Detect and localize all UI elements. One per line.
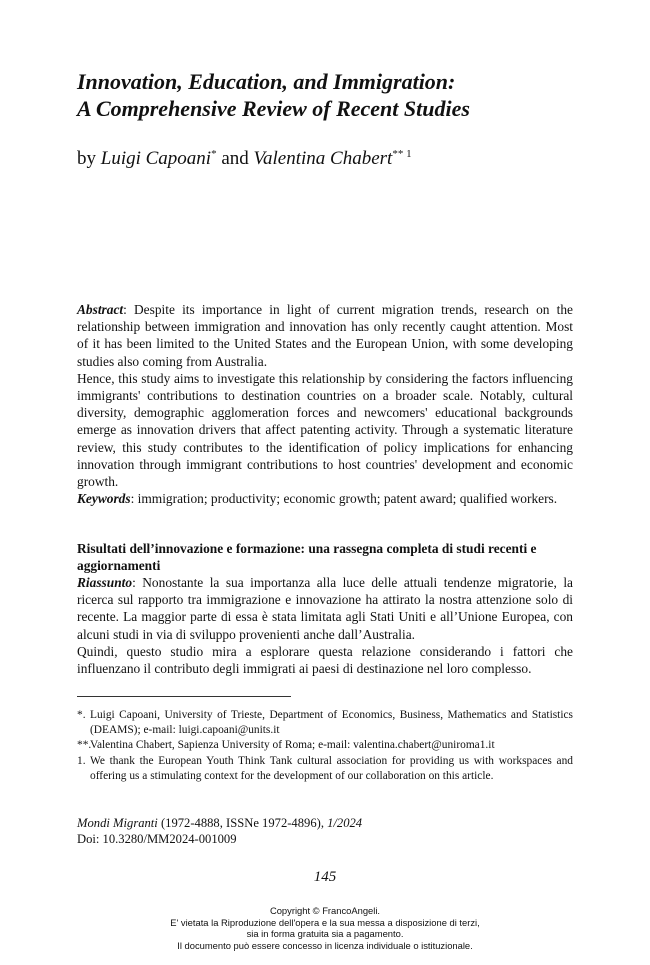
footnote-divider [77, 696, 291, 697]
riassunto-paragraph-1 [77, 574, 573, 643]
journal-doi: Doi: 10.3280/MM2024-001009 [77, 832, 237, 846]
riassunto-paragraph-2: Quindi, questo studio mira a esplorare questa relazione considerando i fattori che influenzano il contributo degli immigrati ai paesi di destinazione nel loro complesso. [77, 643, 573, 677]
footnote-text: Luigi Capoani, University of Trieste, Department of Economics, Business, Mathematics and Statistics (DEAMS); e-mail: luigi.capoani@units.it [90, 709, 573, 737]
author-1-name: Luigi Capoani [100, 148, 212, 169]
footnote-mark: *. [77, 709, 86, 721]
byline-and: and [221, 148, 249, 169]
footnote-acknowledgement [77, 754, 573, 784]
journal-citation [77, 815, 573, 831]
footnote-mark: 1. [77, 754, 86, 767]
copyright-line-3: sia in forma gratuita sia a pagamento. [246, 928, 404, 940]
abstract-paragraph-2: Hence, this study aims to investigate this relationship by considering the factors influencing immigrants' contributions to destination countries on a broader scale. Notably, cultural diversity, demographic agglomeration forces and newcomers' educational backgrounds emerge as innovation drivers that affect patenting activity. Through a systematic literature review, this study contributes to the identification of policy implications for enhancing innovation through immigrant contributions to host countries' development and economic growth. [77, 370, 573, 490]
journal-info [77, 815, 573, 847]
author-2-footnote-mark: ** 1 [392, 148, 412, 160]
abstract-paragraph-1 [77, 301, 573, 370]
italian-title: Risultati dell’innovazione e formazione: una rassegna completa di studi recenti e aggiornamenti [77, 541, 537, 574]
copyright-line-1: Copyright © FrancoAngeli. [269, 905, 381, 916]
copyright-line-2: E' vietata la Riproduzione dell'opera e la sua messa a disposizione di terzi, [170, 916, 480, 928]
journal-issue: 1/2024 [327, 816, 363, 830]
author-byline [77, 147, 412, 171]
author-1-footnote-mark: * [211, 148, 217, 160]
keywords-text: : immigration; productivity; economic growth; patent award; qualified workers. [130, 491, 558, 507]
abstract-text-1: : Despite its importance in light of current migration trends, research on the relationship between immigration and innovation has only recently caught attention. Most of it has been limited to the United States and the European Union, with some developing studies also coming from Australia. [77, 302, 573, 369]
italian-abstract [77, 574, 573, 677]
byline-by: by [77, 148, 96, 169]
abstract-label: Abstract [77, 302, 124, 317]
riassunto-label: Riassunto [77, 575, 133, 590]
page-number: 145 [313, 869, 337, 885]
article-title-line-2: A Comprehensive Review of Recent Studies [77, 96, 470, 121]
copyright-notice [0, 905, 650, 951]
article-title-line-1: Innovation, Education, and Immigration: [77, 69, 456, 94]
footnote-text: We thank the European Youth Think Tank cultural association for providing us with workspaces and offering us a stimulating context for the development of our collaboration on this article. [90, 754, 573, 782]
footnote-author-1 [77, 708, 573, 738]
footnote-text: Valentina Chabert, Sapienza University of Roma; e-mail: valentina.chabert@uniroma1.it [90, 739, 495, 752]
author-2-name: Valentina Chabert [253, 148, 393, 169]
riassunto-text-1: : Nonostante la sua importanza alla luce delle attuali tendenze migratorie, la ricerca sul rapporto tra immigrazione e innovazione ha attirato la nostra attenzione solo di recente. La maggior parte di essa è stata limitata agli Stati Uniti e all’Unione Europea, con alcuni studi in via di sviluppo provenienti anche dall’Australia. [77, 575, 573, 642]
english-abstract [77, 301, 573, 507]
footnotes [77, 708, 573, 784]
keywords-label: Keywords [77, 491, 131, 507]
keywords-paragraph [77, 490, 573, 507]
footnote-mark: **. [77, 739, 92, 752]
copyright-line-4: Il documento può essere concesso in licenza individuale o istituzionale. [177, 939, 473, 951]
footnote-author-2 [77, 738, 573, 753]
journal-issn: (1972-4888, ISSNe 1972-4896), [157, 816, 328, 830]
article-title [77, 68, 597, 122]
journal-name: Mondi Migranti [77, 816, 158, 830]
